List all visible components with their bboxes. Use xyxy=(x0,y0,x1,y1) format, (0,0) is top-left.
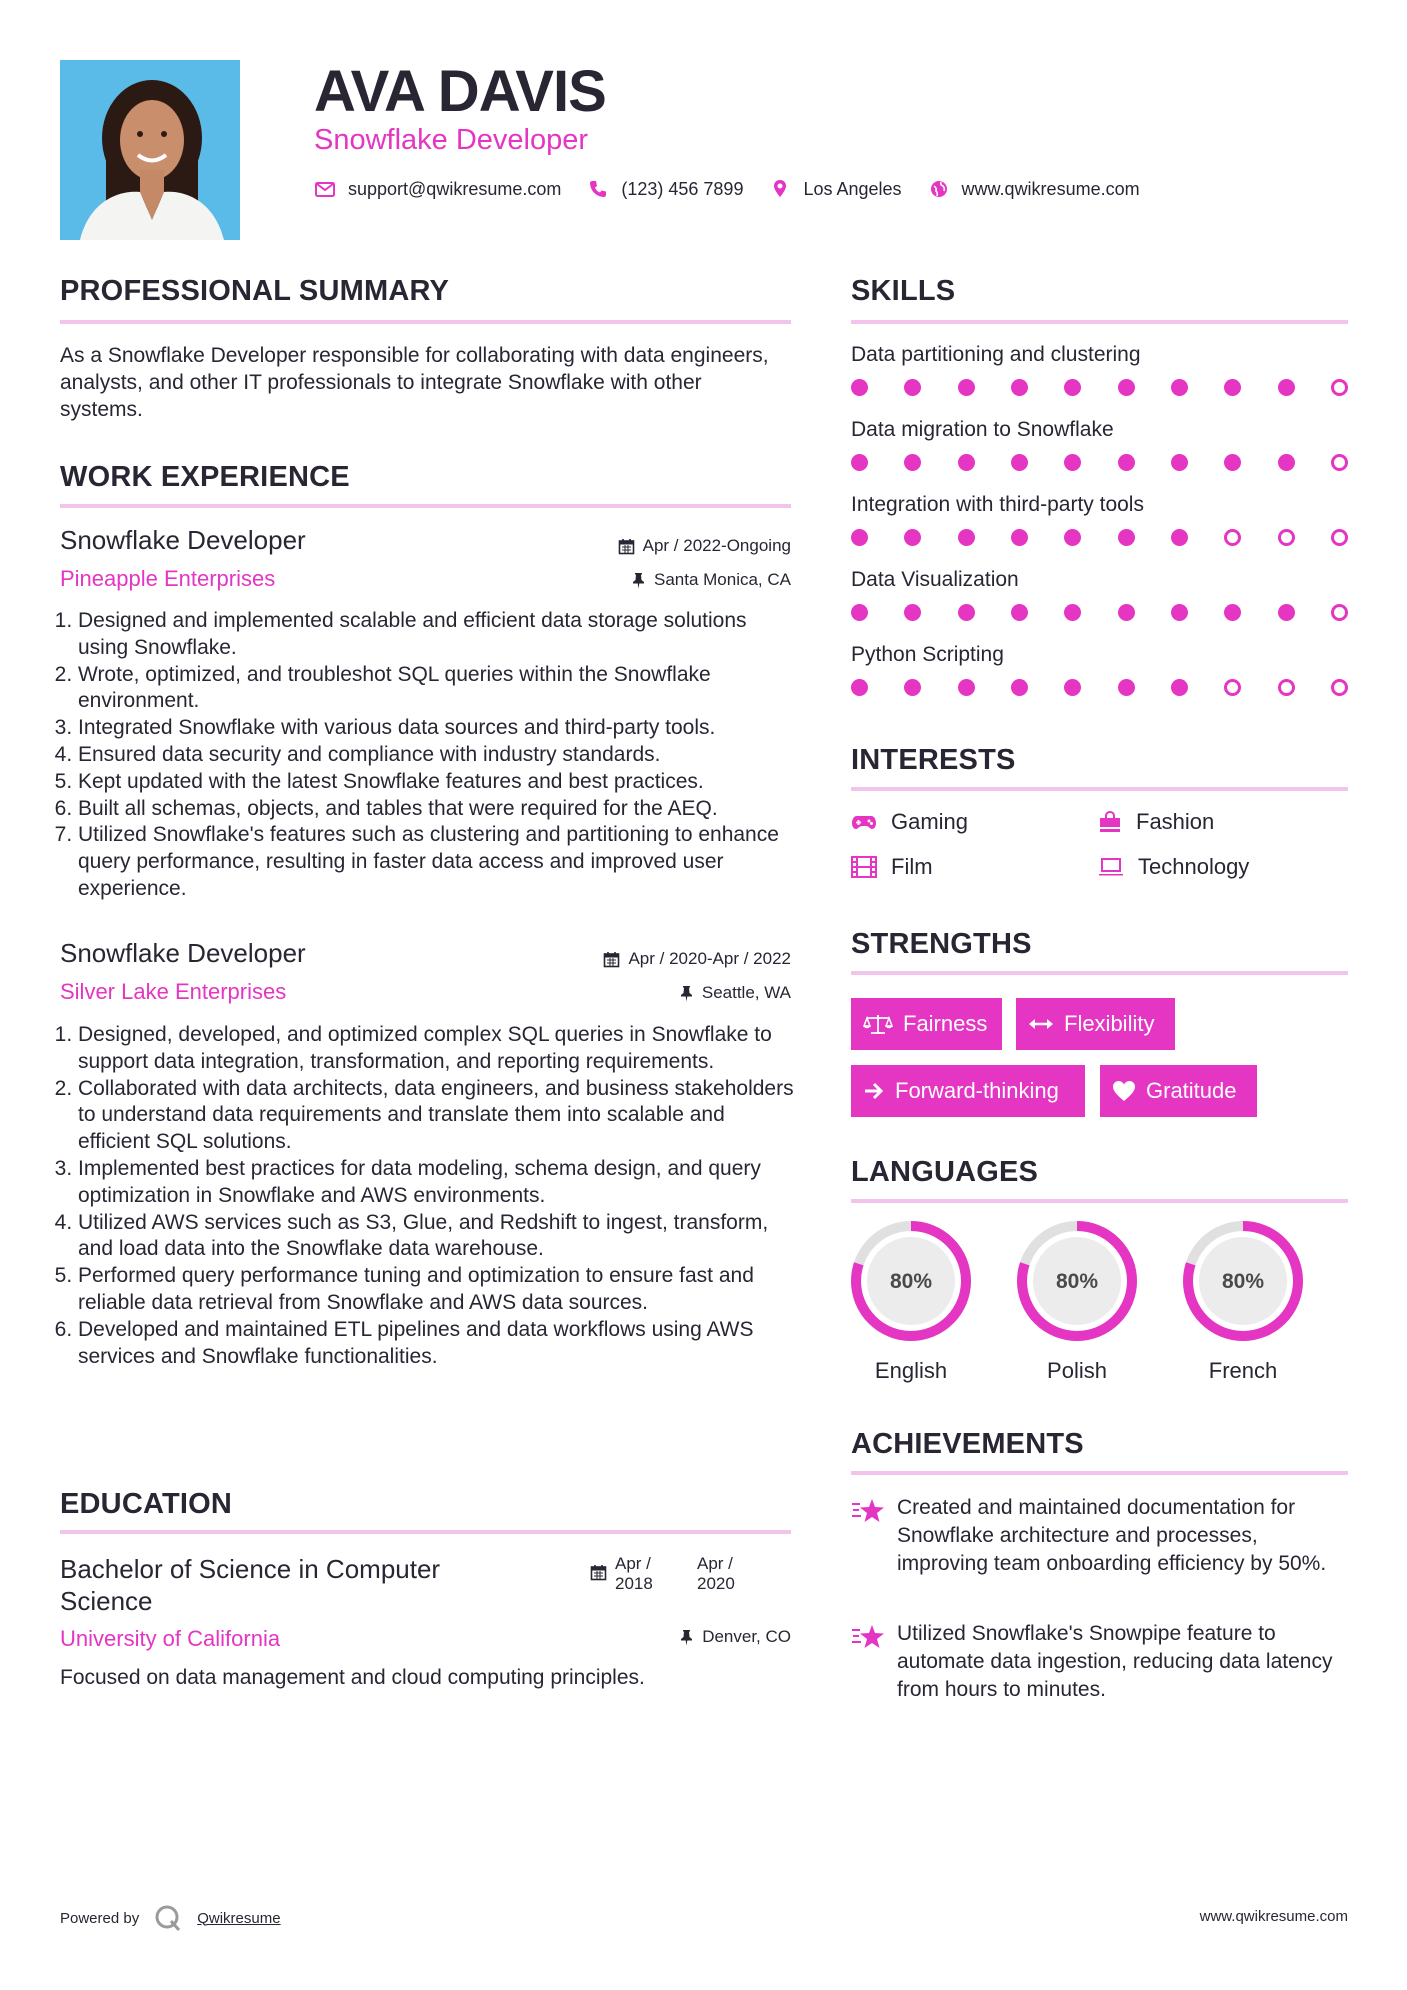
rating-dot-filled xyxy=(1224,454,1241,471)
list-item: 1. Designed, developed, and optimized complex SQL queries in Snowflake to support data integration, transformation, and reporting requirements. xyxy=(78,1022,795,1076)
degree-line: Science xyxy=(60,1586,153,1616)
strength-tag xyxy=(1016,998,1175,1050)
skill-label: Data migration to Snowflake xyxy=(851,418,1114,441)
rating-dot-filled xyxy=(1278,604,1295,621)
gamepad-icon xyxy=(851,813,877,831)
start-date-year: 2018 xyxy=(615,1574,653,1593)
language-item xyxy=(1181,1219,1305,1384)
rating-dot-filled xyxy=(1011,679,1028,696)
rating-dot-filled xyxy=(1224,379,1241,396)
strength-tag xyxy=(851,998,1002,1050)
skill-label: Python Scripting xyxy=(851,643,1004,666)
rating-dot-filled xyxy=(1118,454,1135,471)
rating-dot-filled xyxy=(1064,529,1081,546)
rating-dot-filled xyxy=(1011,454,1028,471)
interest-item xyxy=(851,809,968,835)
job-title: Snowflake Developer xyxy=(60,938,306,968)
map-pin-icon xyxy=(769,178,791,200)
rating-dot-filled xyxy=(1118,679,1135,696)
interest-item xyxy=(851,854,933,880)
languages-heading: LANGUAGES xyxy=(851,1156,1039,1188)
pushpin-icon xyxy=(631,572,646,589)
rating-dot-empty xyxy=(1331,379,1348,396)
rating-dot-filled xyxy=(1171,529,1188,546)
education-dates xyxy=(590,1554,735,1594)
footer-powered xyxy=(60,1903,281,1933)
rating-dot-empty xyxy=(1224,679,1241,696)
calendar-icon xyxy=(618,538,635,555)
end-date-month: Apr / xyxy=(697,1554,733,1573)
work-heading: WORK EXPERIENCE xyxy=(60,461,350,493)
start-date-month: Apr / xyxy=(615,1554,651,1573)
powered-by-label: Powered by xyxy=(60,1909,140,1927)
strength-tag xyxy=(851,1065,1085,1117)
contact-bar xyxy=(314,178,1166,200)
degree-line: Bachelor of Science in Computer xyxy=(60,1554,441,1584)
list-item: 2. Collaborated with data architects, data engineers, and business stakeholders to understand data requirements and translate them into scalable and efficient SQL solutions. xyxy=(78,1076,795,1156)
achievement-item xyxy=(851,1494,1351,1578)
strength-tag xyxy=(1100,1065,1257,1117)
globe-icon xyxy=(928,178,950,200)
job-location xyxy=(500,570,791,590)
languages-list xyxy=(849,1219,1305,1384)
list-item: 1. Designed and implemented scalable and efficient data storage solutions using Snowflake. xyxy=(78,608,795,662)
job-dates xyxy=(500,536,791,556)
envelope-icon xyxy=(314,178,336,200)
rating-dot-filled xyxy=(1278,379,1295,396)
rating-dot-empty xyxy=(1278,679,1295,696)
rating-dot-filled xyxy=(1171,679,1188,696)
list-item: 5. Performed query performance tuning and optimization to ensure fast and reliable data retrieval from Snowflake and AWS data sources. xyxy=(78,1263,795,1317)
list-item: 2. Wrote, optimized, and troubleshot SQL queries within the Snowflake environment. xyxy=(78,662,795,716)
skill-label: Data Visualization xyxy=(851,568,1019,591)
rating-dot-empty xyxy=(1331,604,1348,621)
school-name: University of California xyxy=(60,1626,281,1651)
skills-divider xyxy=(851,320,1348,324)
language-percent: 80% xyxy=(1055,1270,1099,1293)
contact-phone[interactable]: (123) 456 7899 xyxy=(621,178,744,199)
skill-rating xyxy=(851,454,1348,471)
rating-dot-filled xyxy=(958,679,975,696)
languages-divider xyxy=(851,1199,1348,1203)
rating-dot-filled xyxy=(1278,454,1295,471)
end-date-year: 2020 xyxy=(697,1574,735,1593)
list-item: 3. Implemented best practices for data modeling, schema design, and query optimization in Snowflake and AWS environments. xyxy=(78,1156,795,1210)
skill-rating xyxy=(851,529,1348,546)
interest-item xyxy=(1098,809,1214,835)
job-location-text: Santa Monica, CA xyxy=(653,570,791,589)
rating-dot-filled xyxy=(851,604,868,621)
strengths-divider xyxy=(851,971,1348,975)
rating-dot-filled xyxy=(958,529,975,546)
film-icon xyxy=(851,856,877,878)
rating-dot-filled xyxy=(1011,604,1028,621)
achievement-text: Created and maintained documentation for Snowflake architecture and processes, improving team onboarding efficiency by 50%. xyxy=(897,1496,1327,1575)
rating-dot-filled xyxy=(1064,604,1081,621)
calendar-icon xyxy=(590,1564,607,1581)
laptop-icon xyxy=(1098,857,1124,877)
candidate-role: Snowflake Developer xyxy=(314,124,589,156)
shopping-bag-icon xyxy=(1098,810,1122,834)
contact-website[interactable]: www.qwikresume.com xyxy=(961,178,1140,199)
rating-dot-filled xyxy=(1118,604,1135,621)
job-company: Pineapple Enterprises xyxy=(60,566,276,591)
interest-label: Fashion xyxy=(1136,809,1215,834)
skill-label: Integration with third-party tools xyxy=(851,493,1144,516)
rating-dot-empty xyxy=(1278,529,1295,546)
rating-dot-filled xyxy=(1171,454,1188,471)
strength-label: Forward-thinking xyxy=(895,1078,1059,1103)
job-location-text: Seattle, WA xyxy=(701,983,791,1002)
strength-label: Gratitude xyxy=(1146,1078,1237,1103)
job-title: Snowflake Developer xyxy=(60,525,306,555)
rating-dot-filled xyxy=(851,454,868,471)
rating-dot-filled xyxy=(1064,379,1081,396)
work-divider xyxy=(60,504,791,508)
arrows-horizontal-icon xyxy=(1028,1016,1054,1032)
shooting-star-icon xyxy=(851,1622,885,1652)
skill-rating xyxy=(851,379,1348,396)
rating-dot-filled xyxy=(904,454,921,471)
skill-rating xyxy=(851,604,1348,621)
shooting-star-icon xyxy=(851,1496,885,1526)
rating-dot-filled xyxy=(1118,379,1135,396)
strength-label: Fairness xyxy=(903,1011,988,1036)
rating-dot-empty xyxy=(1331,679,1348,696)
rating-dot-filled xyxy=(1118,529,1135,546)
heart-icon xyxy=(1112,1080,1136,1102)
job-dates-text: Apr / 2022-Ongoing xyxy=(642,536,791,555)
achievements-divider xyxy=(851,1471,1348,1475)
rating-dot-filled xyxy=(904,604,921,621)
language-label: Polish xyxy=(1047,1358,1107,1383)
rating-dot-filled xyxy=(1011,529,1028,546)
rating-dot-filled xyxy=(851,529,868,546)
pushpin-icon xyxy=(679,1629,694,1646)
calendar-icon xyxy=(603,951,620,968)
language-label: French xyxy=(1208,1358,1278,1383)
interests-divider xyxy=(851,787,1348,791)
summary-divider xyxy=(60,320,791,324)
language-item xyxy=(1015,1219,1139,1384)
rating-dot-filled xyxy=(958,454,975,471)
list-item: 4. Ensured data security and compliance with industry standards. xyxy=(78,742,795,769)
interest-label: Gaming xyxy=(891,809,969,834)
strength-label: Flexibility xyxy=(1064,1011,1155,1036)
phone-icon xyxy=(587,178,609,200)
job-dates-text: Apr / 2020-Apr / 2022 xyxy=(628,949,791,968)
rating-dot-filled xyxy=(904,529,921,546)
rating-dot-filled xyxy=(1171,604,1188,621)
rating-dot-empty xyxy=(1331,529,1348,546)
skill-item xyxy=(851,568,1348,643)
list-item: 3. Integrated Snowflake with various data sources and third-party tools. xyxy=(78,715,795,742)
rating-dot-filled xyxy=(904,679,921,696)
list-item: 4. Utilized AWS services such as S3, Glue, and Redshift to ingest, transform, and load data into the Snowflake data warehouse. xyxy=(78,1210,795,1264)
summary-text: As a Snowflake Developer responsible for collaborating with data engineers, analysts, and other IT professionals to integrate Snowflake with other systems. xyxy=(60,344,769,421)
rating-dot-empty xyxy=(1331,454,1348,471)
candidate-name: AVA DAVIS xyxy=(314,59,606,124)
interests-heading: INTERESTS xyxy=(851,744,1016,776)
contact-location: Los Angeles xyxy=(803,178,902,199)
skill-item xyxy=(851,643,1348,718)
rating-dot-filled xyxy=(958,379,975,396)
summary-heading: PROFESSIONAL SUMMARY xyxy=(60,275,450,307)
skill-label: Data partitioning and clustering xyxy=(851,343,1141,366)
achievement-item xyxy=(851,1620,1351,1704)
rating-dot-filled xyxy=(1064,679,1081,696)
rating-dot-filled xyxy=(1171,379,1188,396)
list-item: 5. Kept updated with the latest Snowflake features and best practices. xyxy=(78,769,795,796)
list-item: 6. Developed and maintained ETL pipelines and data workflows using AWS services and Snowflake functionalities. xyxy=(78,1317,795,1371)
language-ring xyxy=(849,1219,973,1343)
language-item xyxy=(849,1219,973,1384)
job-company: Silver Lake Enterprises xyxy=(60,979,287,1004)
arrow-right-icon xyxy=(863,1081,885,1101)
list-item: 7. Utilized Snowflake's features such as clustering and partitioning to enhance query performance, resulting in faster data access and improved user experience. xyxy=(78,822,795,902)
skill-item xyxy=(851,418,1348,493)
interest-item xyxy=(1098,854,1249,880)
job-bullets xyxy=(60,1022,795,1370)
language-ring xyxy=(1181,1219,1305,1343)
rating-dot-filled xyxy=(851,679,868,696)
strengths-heading: STRENGTHS xyxy=(851,928,1032,960)
rating-dot-filled xyxy=(851,379,868,396)
brand-link[interactable]: Qwikresume xyxy=(197,1909,281,1927)
language-percent: 80% xyxy=(1221,1270,1265,1293)
achievements-heading: ACHIEVEMENTS xyxy=(851,1428,1084,1460)
education-divider xyxy=(60,1530,791,1534)
rating-dot-empty xyxy=(1224,529,1241,546)
education-location xyxy=(500,1627,791,1647)
achievement-text: Utilized Snowflake's Snowpipe feature to automate data ingestion, reducing data latency from hours to minutes. xyxy=(897,1622,1333,1701)
rating-dot-filled xyxy=(1011,379,1028,396)
contact-email[interactable]: support@qwikresume.com xyxy=(348,178,562,199)
job-location xyxy=(500,983,791,1003)
rating-dot-filled xyxy=(958,604,975,621)
skill-item xyxy=(851,493,1348,568)
skill-item xyxy=(851,343,1348,418)
interest-label: Film xyxy=(891,854,933,879)
pushpin-icon xyxy=(679,985,694,1002)
rating-dot-filled xyxy=(1064,454,1081,471)
rating-dot-filled xyxy=(904,379,921,396)
skill-rating xyxy=(851,679,1348,696)
interest-label: Technology xyxy=(1138,854,1250,879)
list-item: 6. Built all schemas, objects, and tables that were required for the AEQ. xyxy=(78,796,795,823)
education-note: Focused on data management and cloud computing principles. xyxy=(60,1666,645,1689)
language-percent: 80% xyxy=(889,1270,933,1293)
rating-dot-filled xyxy=(1224,604,1241,621)
language-ring xyxy=(1015,1219,1139,1343)
education-location-text: Denver, CO xyxy=(702,1627,791,1646)
job-dates xyxy=(500,949,791,969)
skills-list xyxy=(851,343,1348,718)
education-heading: EDUCATION xyxy=(60,1488,233,1520)
qwikresume-logo-icon xyxy=(153,1903,183,1933)
footer-website[interactable]: www.qwikresume.com xyxy=(1199,1908,1348,1925)
language-label: English xyxy=(874,1358,948,1383)
job-bullets xyxy=(60,608,795,903)
profile-photo xyxy=(60,60,240,240)
skills-heading: SKILLS xyxy=(851,275,956,307)
balance-scale-icon xyxy=(863,1013,893,1035)
degree-title xyxy=(60,1553,440,1617)
